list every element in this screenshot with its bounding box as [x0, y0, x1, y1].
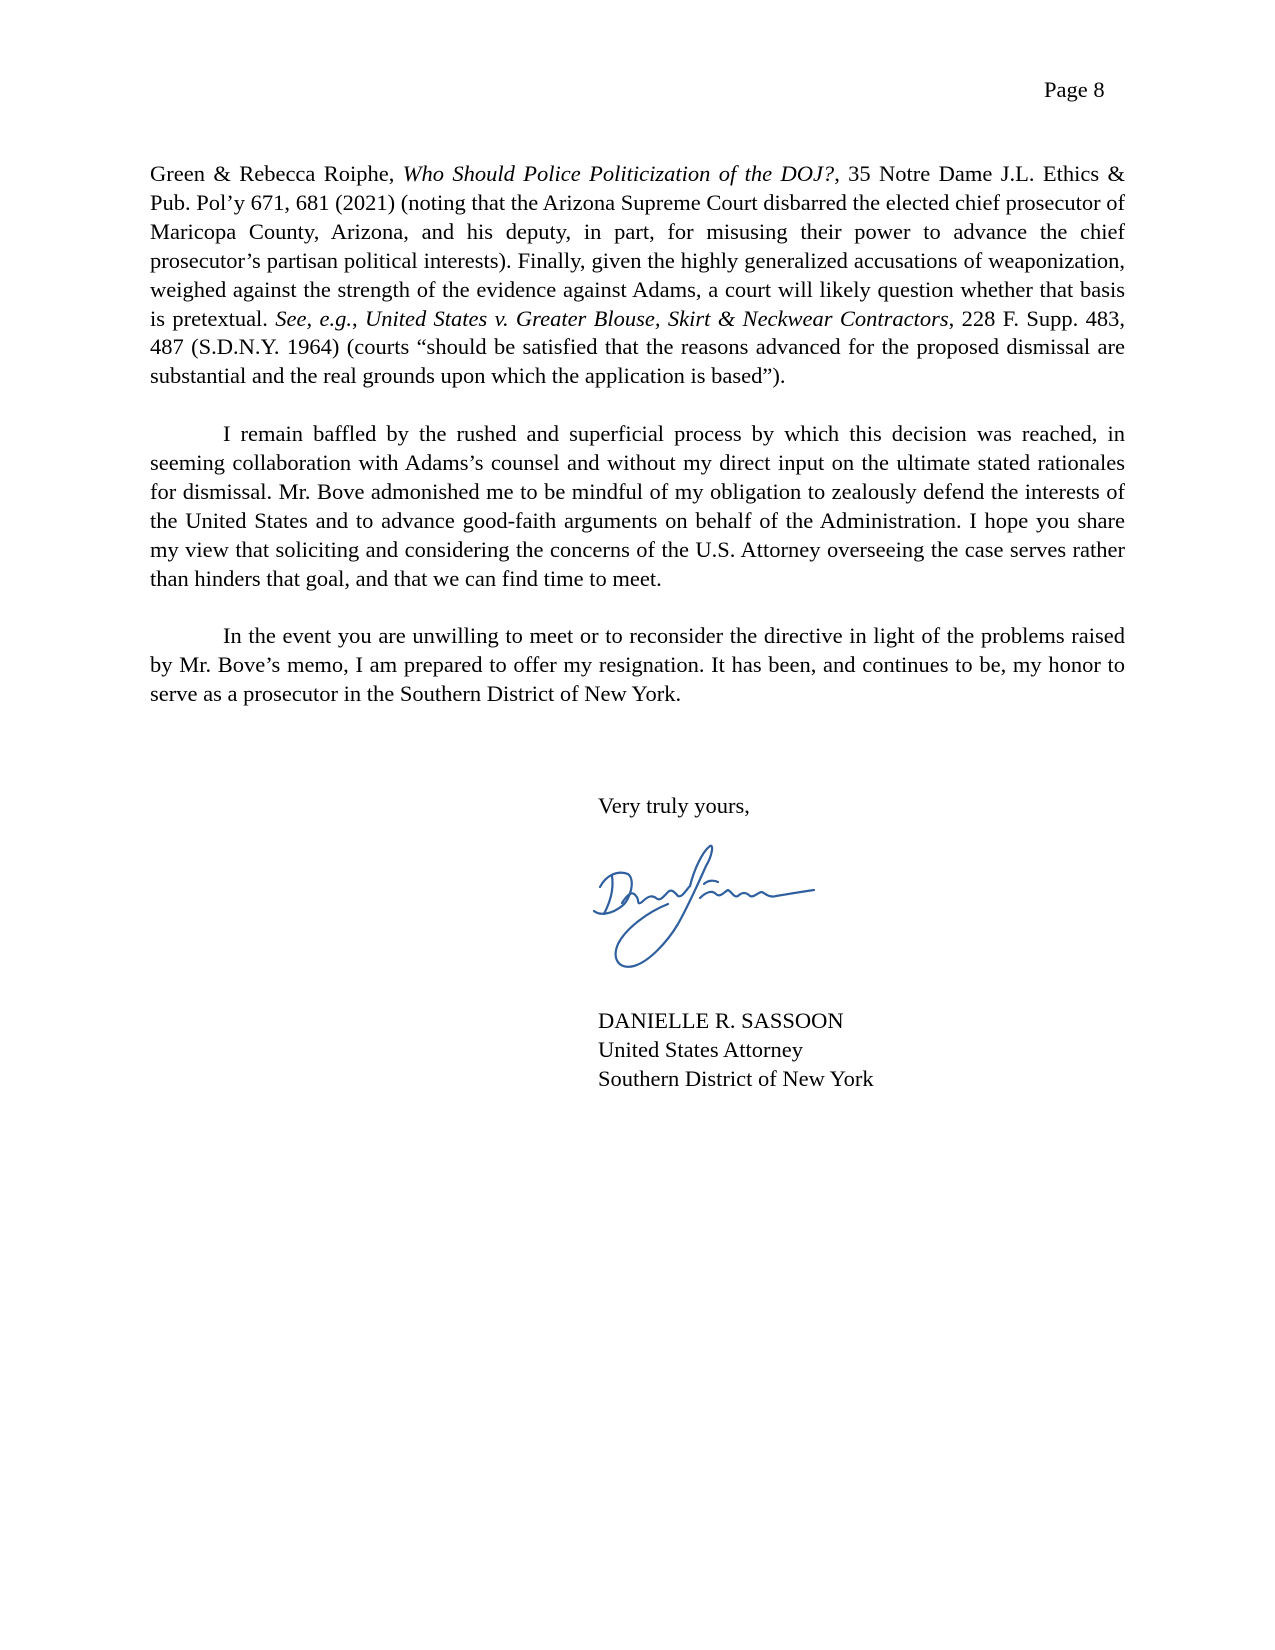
paragraph-resignation: In the event you are unwilling to meet or to reconsider the directive in light of the problems raised by Mr. Bove’s memo, I am prepared to offer my resignation. It has been, and continues to be, my honor to serve as a prosecutor in the Southern District of New York. — [150, 623, 1125, 707]
signature-block — [598, 1006, 874, 1093]
paragraph-citation: Green & Rebecca Roiphe, Who Should Police Politicization of the DOJ?, 35 Notre Dame J.L. Ethics & Pub. Pol’y 671, 681 (2021) (noting that the Arizona Supreme Court disbarred the elected chief prosecutor of Maricopa County, Arizona, and his deputy, in part, for misusing their power to advance the chief prosecutor’s partisan political interests). Finally, given the highly generalized accusations of weaponization, weighed against the strength of the evidence against Adams, a court will likely question whether that basis is pretextual. See, e.g., United States v. Greater Blouse, Skirt & Neckwear Contractors, 228 F. Supp. 483, 487 (S.D.N.Y. 1964) (courts “should be satisfied that the reasons advanced for the proposed dismissal are substantial and the real grounds upon which the application is based”). — [150, 161, 1125, 389]
closing-salutation: Very truly yours, — [598, 793, 750, 818]
signer-name: DANIELLE R. SASSOON — [598, 1008, 844, 1033]
handwritten-signature — [592, 840, 842, 990]
signer-office: Southern District of New York — [598, 1066, 874, 1091]
signer-title: United States Attorney — [598, 1037, 803, 1062]
page-number: Page 8 — [1044, 77, 1105, 102]
letter-body — [150, 160, 1125, 738]
paragraph-process-concern: I remain baffled by the rushed and superficial process by which this decision was reached, in seeming collaboration with Adams’s counsel and without my direct input on the ultimate stated rationales for dismissal. Mr. Bove admonished me to be mindful of my obligation to zealously defend the interests of the United States and to advance good-faith arguments on behalf of the Administration. I hope you share my view that soliciting and considering the concerns of the U.S. Attorney overseeing the case serves rather than hinders that goal, and that we can find time to meet. — [150, 421, 1125, 591]
